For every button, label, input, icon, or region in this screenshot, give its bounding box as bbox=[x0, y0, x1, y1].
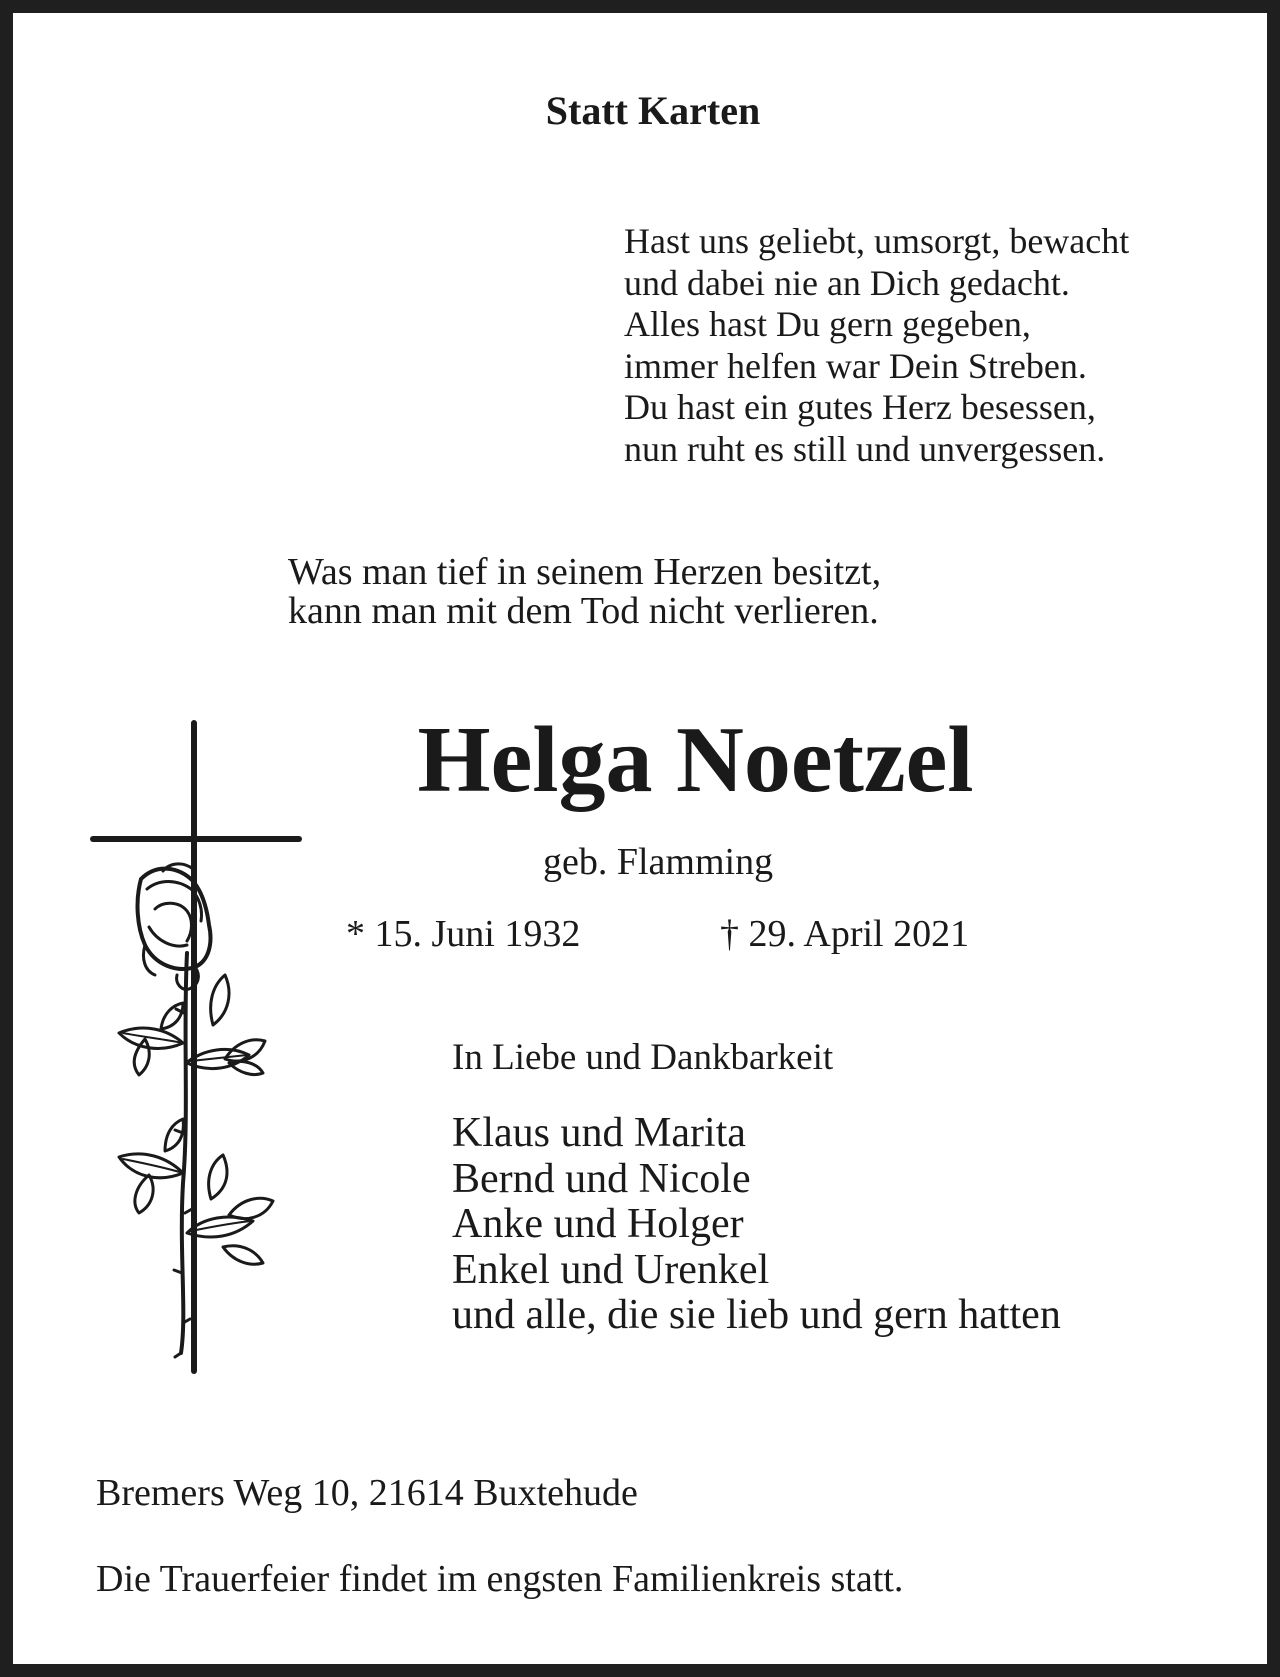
mourner-line: Enkel und Urenkel bbox=[452, 1246, 770, 1293]
poem-line: Alles hast Du gern gegeben, bbox=[624, 304, 1031, 344]
mourner-line: Anke und Holger bbox=[452, 1201, 744, 1247]
ceremony-note: Die Trauerfeier findet im engsten Familienkreis statt. bbox=[96, 1558, 904, 1600]
poem-line: immer helfen war Dein Streben. bbox=[624, 345, 1087, 386]
mourner-line: Klaus und Marita bbox=[452, 1110, 746, 1156]
mourners-list bbox=[452, 1111, 1061, 1339]
mourner-line: und alle, die sie lieb und gern hatten bbox=[452, 1292, 1061, 1338]
quote bbox=[288, 553, 881, 631]
poem-line: und dabei nie an Dich gedacht. bbox=[624, 262, 1070, 303]
birth-date: * 15. Juni 1932 bbox=[346, 913, 581, 955]
quote-line: kann man mit dem Tod nicht verlieren. bbox=[288, 590, 879, 632]
mourner-line: Bernd und Nicole bbox=[452, 1155, 751, 1202]
poem bbox=[624, 221, 1129, 470]
quote-line: Was man tief in seinem Herzen besitzt, bbox=[288, 551, 882, 593]
deceased-name: Helga Noetzel bbox=[417, 708, 974, 812]
poem-line: Hast uns geliebt, umsorgt, bewacht bbox=[624, 221, 1130, 261]
poem-line: nun ruht es still und unvergessen. bbox=[624, 428, 1106, 469]
address: Bremers Weg 10, 21614 Buxtehude bbox=[96, 1472, 638, 1514]
maiden-name: geb. Flamming bbox=[543, 841, 774, 883]
poem-line: Du hast ein gutes Herz besessen, bbox=[624, 387, 1096, 427]
notice-heading: Statt Karten bbox=[545, 88, 761, 133]
gratitude-line: In Liebe und Dankbarkeit bbox=[452, 1037, 834, 1078]
death-date: † 29. April 2021 bbox=[720, 913, 970, 955]
